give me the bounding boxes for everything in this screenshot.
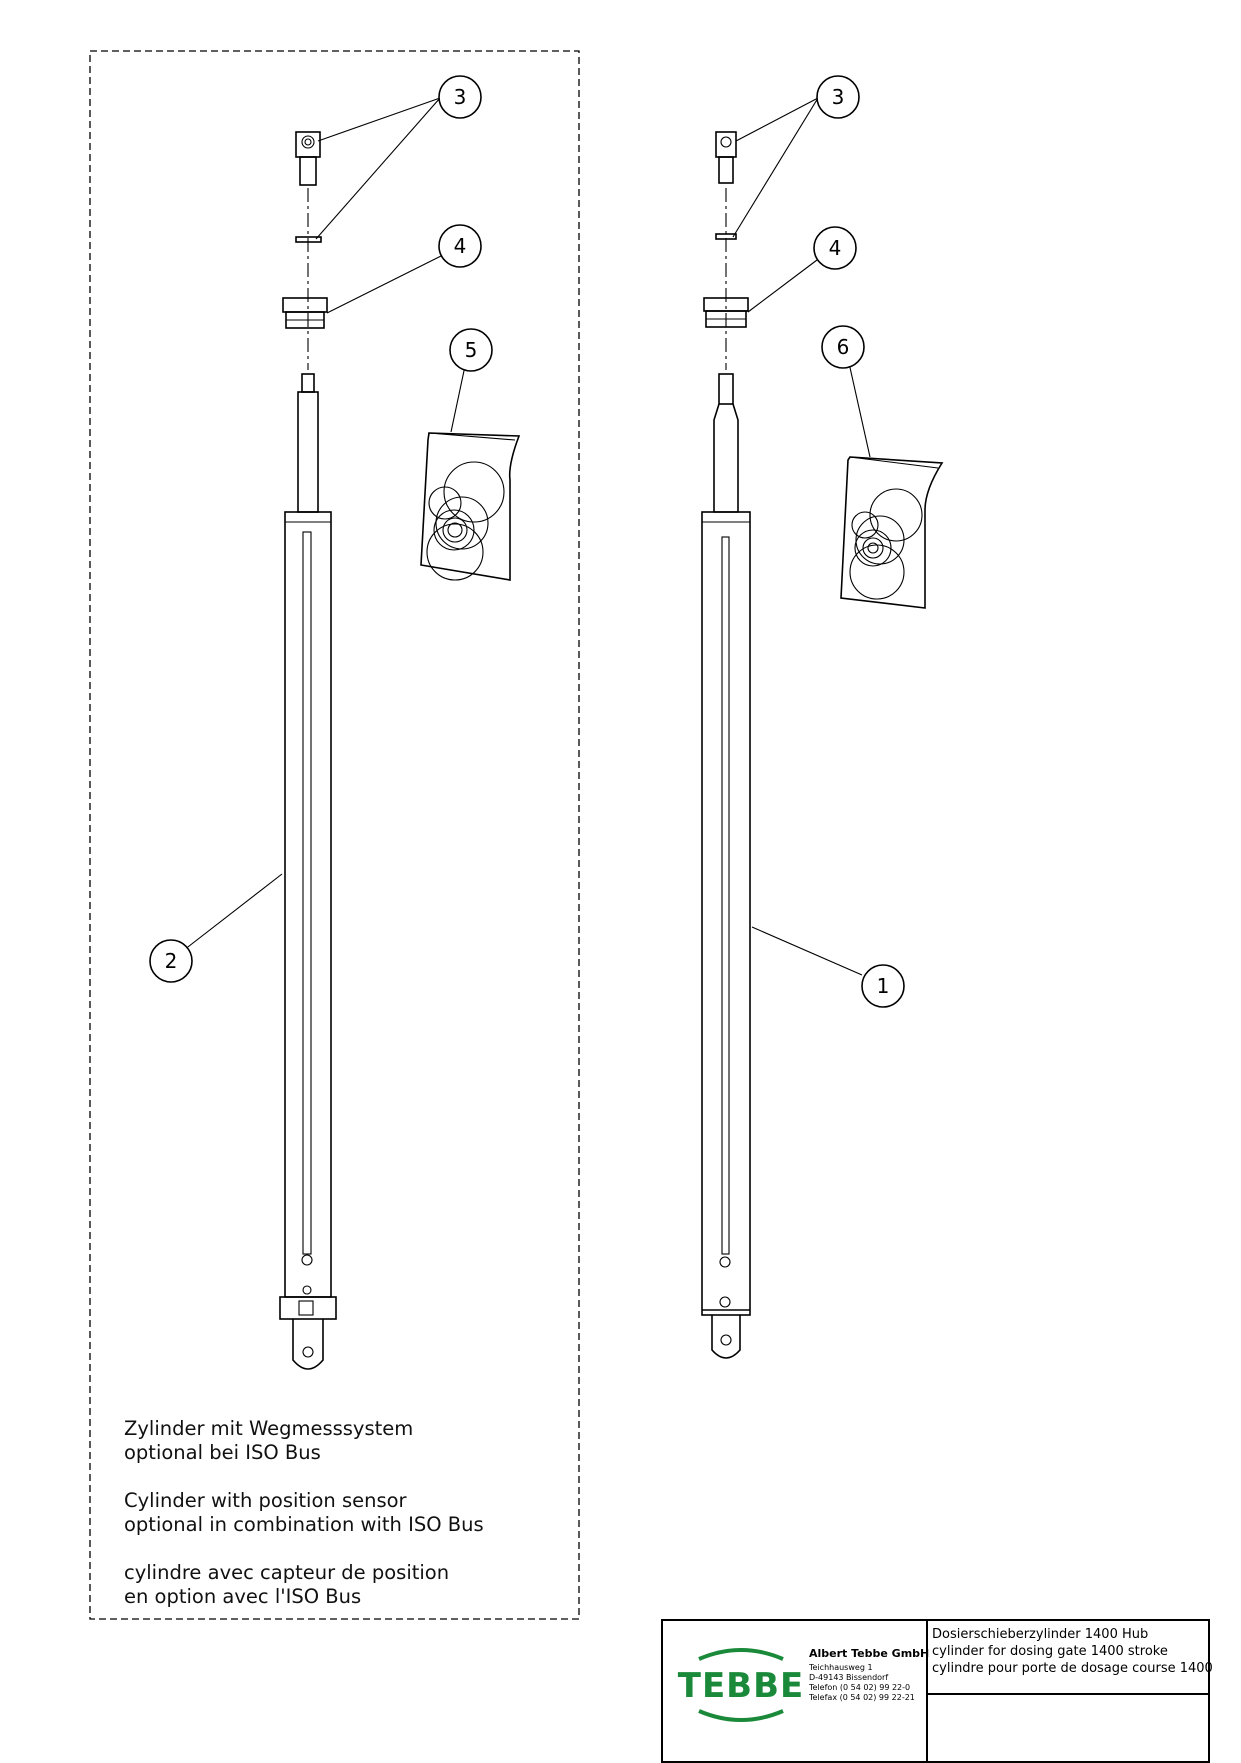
note-de-line2: optional bei ISO Bus: [124, 1441, 321, 1464]
balloon-right-1: [862, 965, 904, 1007]
left-barrel: [285, 512, 331, 1297]
title-block-company-cell: [663, 1621, 928, 1761]
title-block-empty-cell: [928, 1695, 1208, 1761]
company-street: Teichhausweg 1: [809, 1663, 873, 1672]
balloon-left-2: [150, 940, 192, 982]
left-nut: [283, 298, 327, 328]
optional-variant-frame: [90, 51, 579, 1619]
note-fr-line1: cylindre avec capteur de position: [124, 1561, 450, 1584]
balloon-right-4: [814, 227, 856, 269]
left-cylinder-assembly: [280, 132, 336, 1369]
right-barrel: [702, 512, 750, 1315]
note-de-line1: Zylinder mit Wegmesssystem: [124, 1417, 414, 1440]
description-en: cylinder for dosing gate 1400 stroke: [932, 1644, 1168, 1659]
right-seal-kit: [841, 457, 942, 608]
balloon-right-3: [817, 76, 859, 118]
company-city: D-49143 Bissendorf: [809, 1673, 889, 1682]
right-clevis: [716, 132, 736, 183]
company-name: Albert Tebbe GmbH: [809, 1647, 930, 1660]
right-leader-lines: [733, 98, 870, 975]
balloon-right-6: [822, 326, 864, 368]
tebbe-logo-text: TEBBE: [677, 1666, 805, 1706]
note-en-line1: Cylinder with position sensor: [124, 1489, 407, 1512]
balloon-left-4-label: 4: [453, 234, 467, 258]
right-piston-rod: [714, 374, 738, 512]
balloon-left-2-label: 2: [164, 949, 178, 973]
company-fax: Telefax (0 54 02) 99 22-21: [809, 1693, 915, 1702]
title-block-description-cell: [928, 1621, 1213, 1695]
note-fr-line2: en option avec l'ISO Bus: [124, 1585, 362, 1608]
left-seal-kit: [421, 433, 519, 580]
option-note: [124, 1417, 484, 1609]
left-bottom-mount: [280, 1297, 336, 1369]
description-de: Dosierschieberzylinder 1400 Hub: [932, 1627, 1149, 1642]
balloon-left-5: [450, 329, 492, 371]
company-phone: Telefon (0 54 02) 99 22-0: [809, 1683, 911, 1692]
balloon-left-4: [439, 225, 481, 267]
right-bottom-mount: [712, 1315, 740, 1358]
left-clevis: [296, 132, 320, 185]
balloon-right-4-label: 4: [828, 236, 842, 260]
balloon-right-6-label: 6: [836, 335, 850, 359]
balloon-left-3: [439, 76, 481, 118]
tebbe-logo: [669, 1645, 814, 1725]
left-piston-rod: [298, 374, 318, 512]
balloon-right-3-label: 3: [831, 85, 845, 109]
right-cylinder-assembly: [702, 132, 750, 1358]
balloon-left-3-label: 3: [453, 85, 467, 109]
description-fr: cylindre pour porte de dosage course 1400: [932, 1661, 1213, 1676]
balloon-right-1-label: 1: [876, 974, 890, 998]
title-block: [661, 1619, 1213, 1763]
note-en-line2: optional in combination with ISO Bus: [124, 1513, 484, 1536]
balloon-left-5-label: 5: [464, 338, 478, 362]
